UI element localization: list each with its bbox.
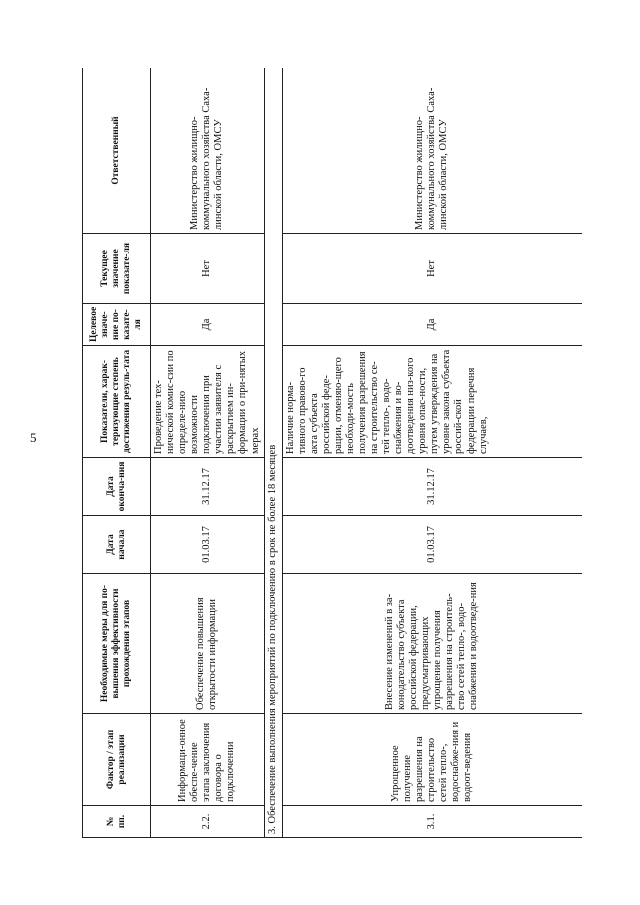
cell-start: 01.03.17 — [282, 516, 582, 574]
cell-indicator: Проведение тех-нической комис-сии по определе-нию возможности подключения при участии заявителя с раскрытием ин-формации о при-нятых мерах — [151, 346, 265, 458]
header-responsible: Ответственный — [83, 68, 151, 234]
cell-factor: Информаци-онное обеспе-чение этапа заключения договора о подключении — [151, 714, 265, 806]
header-indicator: Показатели, харак-теризующие степень достижения резуль-тата — [83, 346, 151, 458]
section-title: 3. Обеспечение выполнения мероприятий по подключению в срок не более 18 месяцев — [264, 68, 282, 838]
table-viewport — [82, 68, 582, 838]
table-row — [282, 68, 582, 838]
header-num: № пп. — [83, 806, 151, 838]
cell-end: 31.12.17 — [282, 458, 582, 516]
header-measures: Необходимые меры для по-вышения эффективности прохождения этапов — [83, 574, 151, 714]
cell-measures: Внесение изменений в за-конодательство субъекта российской федерации, предусматривающих упрощение получения разрешения на строитель-ство сетей тепло-, водо-снабжения и водоотведе-ния — [282, 574, 582, 714]
rotated-table-container — [82, 68, 582, 838]
header-target: Целевое значе-ние по-казате-ля — [83, 304, 151, 346]
cell-num: 3.1. — [282, 806, 582, 838]
section-row — [264, 68, 282, 838]
cell-end: 31.12.17 — [151, 458, 265, 516]
header-start: Дата начала — [83, 516, 151, 574]
cell-current: Нет — [151, 234, 265, 304]
cell-measures: Обеспечение повышения открытости информации — [151, 574, 265, 714]
cell-responsible: Министерство жилищно-коммунального хозяйства Саха-линской области, ОМСУ — [151, 68, 265, 234]
header-factor: Фактор / этап реализации — [83, 714, 151, 806]
cell-target: Да — [282, 304, 582, 346]
cell-num: 2.2. — [151, 806, 265, 838]
cell-start: 01.03.17 — [151, 516, 265, 574]
cell-indicator: Наличие норма-тивного правово-го акта субъекта российской феде-рации, отменяю-щего необходи-мость получения разрешения на строительство се-тей тепло-, водо-снабжения и во-доотведения низ-кого уровня опас-ности, путем утверждения на уровне закона субъекта россий-ской федерации перечня случаев, — [282, 346, 582, 458]
cell-current: Нет — [282, 234, 582, 304]
header-end: Дата оконча-ния — [83, 458, 151, 516]
table-header-row — [83, 68, 151, 838]
table-row — [151, 68, 265, 838]
header-current: Текущее значение показате-ля — [83, 234, 151, 304]
cell-responsible: Министерство жилищно-коммунального хозяйства Саха-линской области, ОМСУ — [282, 68, 582, 234]
cell-target: Да — [151, 304, 265, 346]
measures-table — [82, 68, 582, 838]
cell-factor: Упрощенное получение разрешения на строительство сетей тепло-, водоснабже-ния и водоот-ведения — [282, 714, 582, 806]
page-number: 5 — [30, 430, 37, 445]
